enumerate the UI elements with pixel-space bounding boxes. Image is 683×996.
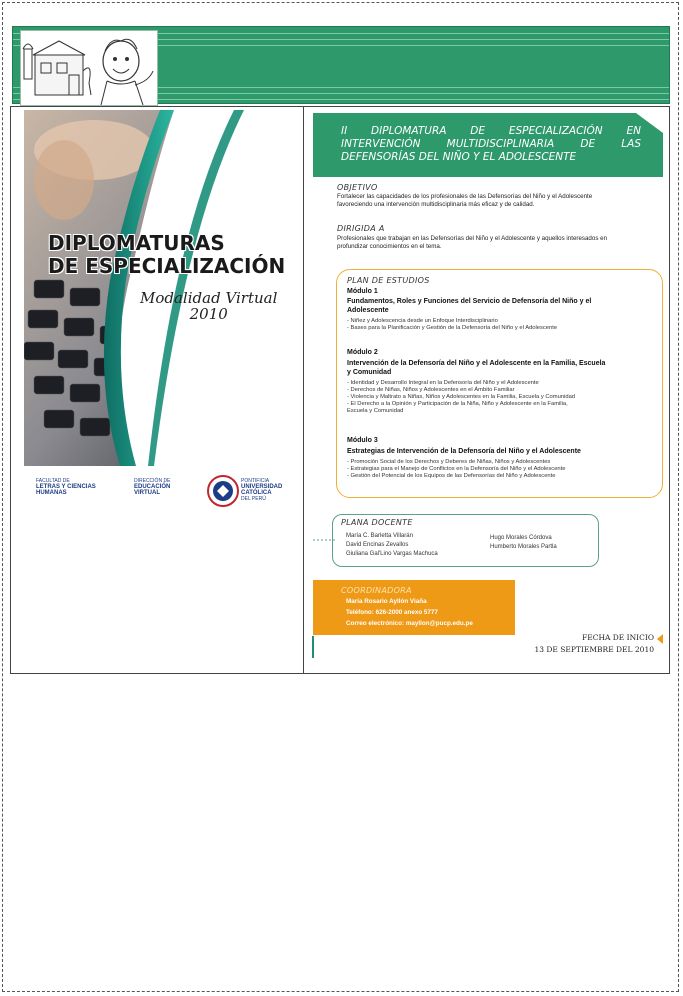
module-3-label: Módulo 3 xyxy=(347,437,378,444)
dirigida-text: Profesionales que trabajan en las Defensorías del Niño y el Adolescente y aquellos interesados en profundizar conocimientos en el tema. xyxy=(337,235,608,250)
cover-subtitle: Modalidad Virtual 2010 xyxy=(140,289,278,323)
dotted-connector-icon xyxy=(313,538,335,542)
coordinadora-heading: COORDINADORA xyxy=(341,586,412,595)
orange-arrow-icon xyxy=(657,634,663,644)
cartoon-logo xyxy=(20,30,158,106)
cover-image xyxy=(24,110,299,466)
objetivo-heading: OBJETIVO xyxy=(337,183,378,192)
coordinadora-name: María Rosario Ayllón Viaña xyxy=(346,598,427,605)
docente-list-right: Hugo Morales Córdova Humberto Morales Partla xyxy=(490,535,557,550)
cover-title: DIPLOMATURAS DE ESPECIALIZACIÓN xyxy=(48,231,286,278)
coordinadora-email: Correo electrónico: mayllon@pucp.edu.pe xyxy=(346,620,473,627)
dirigida-heading: DIRIGIDA A xyxy=(337,224,385,233)
module-2-label: Módulo 2 xyxy=(347,349,378,356)
pucp-logo-text: PONTIFICIA UNIVERSIDAD CATÓLICA DEL PERÚ xyxy=(241,478,283,502)
module-1-label: Módulo 1 xyxy=(347,288,378,295)
plan-heading: PLAN DE ESTUDIOS xyxy=(347,276,430,285)
fecha-date: 13 DE SEPTIEMBRE DEL 2010 xyxy=(534,645,654,654)
keyboard-hand-illustration xyxy=(24,110,299,466)
coordinadora-phone: Teléfono: 626-2000 anexo 5777 xyxy=(346,609,438,616)
module-3-title: Estrategias de Intervención de la Defensoría del Niño y el Adolescente xyxy=(347,448,581,455)
module-2-title: Intervención de la Defensoría del Niño y el Adolescente en la Familia, Escuela y Comunidad xyxy=(347,360,606,376)
objetivo-text: Fortalecer las capacidades de los profesionales de las Defensorías del Niño y el Adolescente favoreciendo una intervención multidisciplinaria más eficaz y de calidad. xyxy=(337,193,593,208)
docente-list-left: María C. Barletta Villarán David Encinas Zevallos Giuliana Gal'Lino Vargas Machuca xyxy=(346,533,438,557)
module-1-title: Fundamentos, Roles y Funciones del Servicio de Defensoría del Niño y el Adolescente xyxy=(347,298,592,314)
module-2-items: - Identidad y Desarrollo Integral en la Defensoría del Niño y el Adolescente - Derechos de Niñas, Niños y Adolescentes en el Ámbito Familiar - Violencia y Maltrato a Niñas, Niños y Adolescentes en la Familia, Escuela y Comunidad - El Derecho a la Opinión y Participación de la Niña, Niño y Adolescente en la Familia, Escuela y Comunidad xyxy=(347,380,576,414)
program-title: II DIPLOMATURA DE ESPECIALIZACIÓN EN INTERVENCIÓN MULTIDISCIPLINARIA DE LAS DEFENSORÍAS DEL NIÑO Y EL ADOLESCENTE xyxy=(341,125,641,163)
module-3-items: - Promoción Social de los Derechos y Deberes de Niñas, Niños y Adolescentes - Estrategias para el Manejo de Conflictos en la Defensoría del Niño y el Adolescente - Gestión del Potencial de los Equipos de las Defensorías del Niño y Adolescente xyxy=(347,459,566,479)
teal-accent-bar xyxy=(312,636,314,658)
fecha-label: FECHA DE INICIO xyxy=(582,633,654,642)
house-child-drawing-icon xyxy=(21,31,157,105)
docente-heading: PLANA DOCENTE xyxy=(341,518,413,527)
educacion-virtual-logo: DIRECCIÓN DE EDUCACIÓN VIRTUAL xyxy=(134,478,171,496)
pucp-seal-icon xyxy=(207,475,239,507)
letras-logo: FACULTAD DE LETRAS Y CIENCIAS HUMANAS xyxy=(36,478,96,496)
module-1-items: - Niñez y Adolescencia desde un Enfoque Interdisciplinario - Bases para la Planificación y Gestión de la Defensoría del Niño y el Adolescente xyxy=(347,318,558,331)
panel-divider xyxy=(303,106,304,674)
